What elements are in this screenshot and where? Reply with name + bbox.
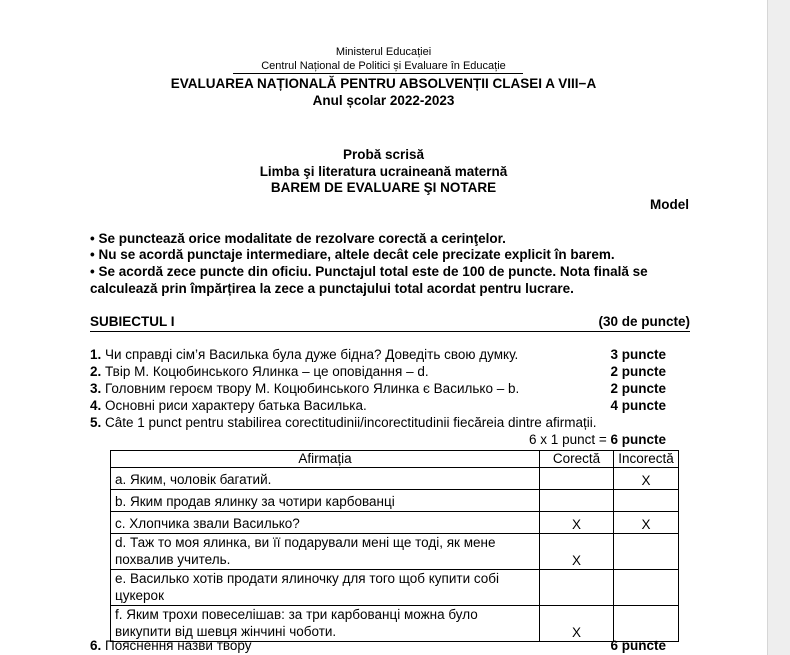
model-label: Model bbox=[650, 197, 689, 212]
question-text: Câte 1 punct pentru stabilirea corectitudinii/incorectitudinii fiecăreia dintre afirmații. bbox=[101, 415, 597, 430]
barem-label: BAREM DE EVALUARE ŞI NOTARE bbox=[270, 180, 497, 195]
statement-cell: b. Яким продав ялинку за чотири карбованці bbox=[111, 490, 540, 512]
school-year: Anul școlar 2022-2023 bbox=[312, 93, 455, 108]
table-row bbox=[111, 490, 679, 512]
incorrect-cell: X bbox=[614, 512, 679, 534]
question-1-points: 3 puncte bbox=[610, 347, 666, 362]
question-6 bbox=[90, 638, 252, 653]
ministry-name: Ministerul Educației bbox=[335, 46, 432, 58]
rule-line: calculează prin împărțirea la zece a punctajului total acordat pentru lucrare. bbox=[90, 281, 574, 296]
question-number: 6. bbox=[90, 638, 102, 653]
correct-cell bbox=[540, 570, 614, 606]
statement-cell: f. Яким трохи повеселішав: за три карбованці можна було викупити від шевця жінчині чоботи. bbox=[111, 606, 540, 642]
question-number: 3. bbox=[90, 381, 102, 396]
question-text: Твір М. Коцюбинського Ялинка – це оповідання – d. bbox=[101, 364, 429, 379]
score-prefix: 6 x 1 punct = bbox=[529, 432, 611, 447]
exam-title: EVALUAREA NAȚIONALĂ PENTRU ABSOLVENȚII CLASEI A VIII−A bbox=[170, 76, 597, 91]
statements-table bbox=[110, 450, 679, 642]
header-rule bbox=[233, 73, 523, 74]
rule-line: • Nu se acordă punctaje intermediare, altele decât cele precizate explicit în barem. bbox=[90, 247, 615, 262]
subject-label: Limba şi literatura ucraineană maternă bbox=[259, 164, 508, 179]
correct-cell: X bbox=[540, 512, 614, 534]
statement-cell: e. Василько хотів продати ялиночку для того щоб купити собі цукерок bbox=[111, 570, 540, 606]
table-row bbox=[111, 468, 679, 490]
correct-cell: X bbox=[540, 606, 614, 642]
header-statement: Afirmația bbox=[111, 451, 540, 468]
table-row bbox=[111, 570, 679, 606]
statement-cell: a. Яким, чоловік багатий. bbox=[111, 468, 540, 490]
section-points: (30 de puncte) bbox=[598, 314, 690, 329]
question-5-score bbox=[529, 432, 666, 447]
header-correct: Corectă bbox=[540, 451, 614, 468]
table-row bbox=[111, 606, 679, 642]
table-header-row bbox=[111, 451, 679, 468]
rule-line: • Se acordă zece puncte din oficiu. Punctajul total este de 100 de puncte. Nota finală se bbox=[90, 264, 648, 279]
question-4-points: 4 puncte bbox=[610, 398, 666, 413]
viewer-scrollbar-area[interactable] bbox=[767, 0, 790, 655]
question-2 bbox=[90, 364, 429, 379]
incorrect-cell bbox=[614, 534, 679, 570]
question-text: Пояснення назви твору bbox=[101, 638, 252, 653]
incorrect-cell: X bbox=[614, 468, 679, 490]
incorrect-cell bbox=[614, 490, 679, 512]
rule-line: • Se punctează orice modalitate de rezolvare corectă a cerinţelor. bbox=[90, 231, 506, 246]
statement-cell: c. Хлопчика звали Василько? bbox=[111, 512, 540, 534]
question-3-points: 2 puncte bbox=[610, 381, 666, 396]
table-row bbox=[111, 534, 679, 570]
statement-cell: d. Таж то моя ялинка, ви її подарували мені ще тоді, як мене похвалив учитель. bbox=[111, 534, 540, 570]
incorrect-cell bbox=[614, 570, 679, 606]
header-incorrect: Incorectă bbox=[614, 451, 679, 468]
question-2-points: 2 puncte bbox=[610, 364, 666, 379]
incorrect-cell bbox=[614, 606, 679, 642]
question-number: 5. bbox=[90, 415, 102, 430]
center-name: Centrul Național de Politici și Evaluare în Educație bbox=[261, 60, 506, 72]
proba-label: Probă scrisă bbox=[342, 147, 425, 162]
correct-cell: X bbox=[540, 534, 614, 570]
correct-cell bbox=[540, 490, 614, 512]
question-number: 1. bbox=[90, 347, 102, 362]
question-1 bbox=[90, 347, 518, 362]
score-total: 6 puncte bbox=[610, 432, 666, 447]
question-text: Чи справді сім’я Василька була дуже бідна? Доведіть свою думку. bbox=[101, 347, 519, 362]
question-number: 2. bbox=[90, 364, 102, 379]
question-text: Основні риси характеру батька Василька. bbox=[101, 398, 367, 413]
question-5 bbox=[90, 415, 597, 430]
section-heading bbox=[90, 314, 690, 332]
question-4 bbox=[90, 398, 367, 413]
question-text: Головним героєм твору М. Коцюбинського Ялинка є Василько – b. bbox=[101, 381, 520, 396]
question-3 bbox=[90, 381, 519, 396]
section-title: SUBIECTUL I bbox=[90, 314, 175, 329]
table-row bbox=[111, 512, 679, 534]
correct-cell bbox=[540, 468, 614, 490]
question-6-points: 6 puncte bbox=[610, 638, 666, 653]
question-number: 4. bbox=[90, 398, 102, 413]
